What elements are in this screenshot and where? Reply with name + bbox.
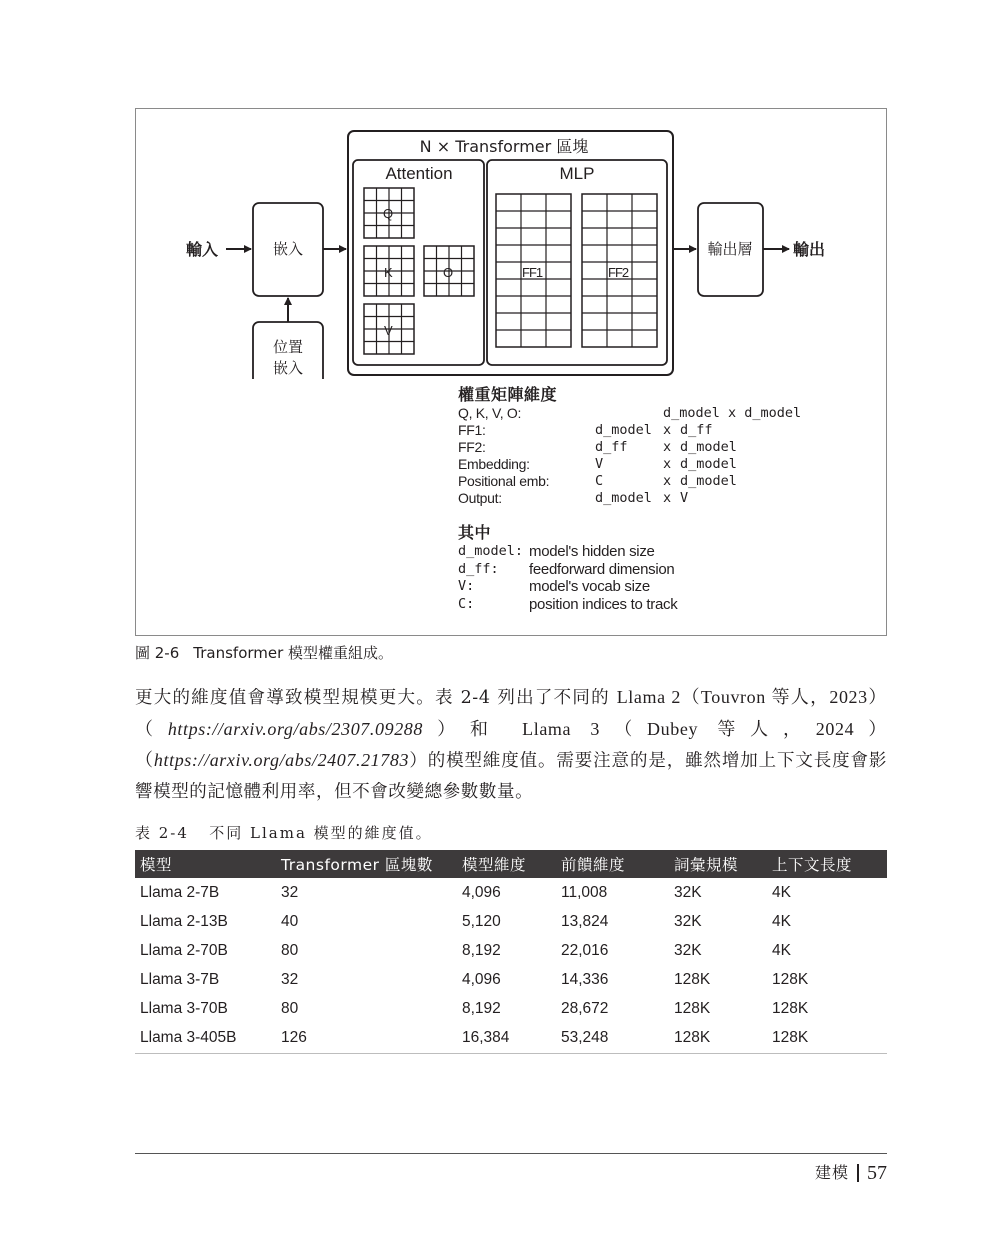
figure-caption-number: 圖 2-6 (135, 644, 180, 662)
para-text-3: ）和 Llama 3（Dubey 等人，2024）（ (135, 718, 887, 770)
glossary-desc: position indices to track (529, 595, 678, 613)
figure-caption-text: Transformer 模型權重組成。 (193, 644, 394, 662)
cell-model: Llama 3-405B (135, 1024, 276, 1053)
cell-model-dim: 8,192 (462, 1000, 501, 1018)
weight-label: Positional emb: (458, 473, 550, 489)
cell-model: Llama 2-13B (140, 912, 228, 930)
attention-label: Attention (385, 164, 453, 183)
weight-dim-a: C (595, 473, 604, 489)
weight-times: x (663, 490, 672, 506)
weight-dim-b: d_model (680, 439, 737, 455)
header-vocab: 詞彙規模 (669, 850, 767, 878)
cell-vocab: 128K (674, 971, 711, 989)
weight-label: Q, K, V, O: (458, 405, 522, 421)
weight-dim-b: d_model (680, 473, 737, 489)
pos-embed-line2: 嵌入 (272, 359, 304, 377)
paper-link-llama2[interactable]: https://arxiv.org/abs/2307.09288 (167, 718, 424, 739)
glossary-key: d_ff: (458, 560, 499, 577)
figure-caption (135, 643, 393, 663)
table-row (135, 907, 887, 936)
header-model: 模型 (135, 850, 276, 878)
cell-context: 128K (767, 1024, 887, 1053)
table-caption-number: 表 2-4 (135, 824, 189, 842)
cell-model-dim: 4,096 (462, 971, 501, 989)
glossary-key: d_model: (458, 543, 524, 559)
cell-ff-dim: 28,672 (561, 1000, 609, 1018)
weight-dim-b: d_model (680, 456, 737, 472)
weight-dim-b: V (680, 490, 689, 506)
cell-model: Llama 2-70B (140, 941, 228, 959)
attention-box (353, 160, 484, 365)
weights-title: 權重矩陣維度 (458, 385, 558, 404)
table-caption (135, 823, 433, 843)
figure-frame (135, 108, 887, 636)
table-caption-text: 不同 Llama 模型的維度值。 (209, 824, 433, 842)
glossary-row (458, 596, 878, 614)
weight-dim-a: d_model (595, 422, 652, 438)
weight-row (458, 473, 878, 490)
table-row (135, 966, 887, 995)
llama-dimensions-table (135, 850, 887, 1054)
weight-label: FF2: (458, 439, 486, 455)
cell-model-dim: 8,192 (462, 941, 501, 959)
weight-row (458, 456, 878, 473)
cell-blocks: 32 (281, 883, 299, 901)
mlp-label: MLP (559, 164, 595, 183)
cell-blocks: 32 (281, 971, 299, 989)
cell-model: Llama 3-7B (140, 971, 220, 989)
cell-blocks: 40 (281, 912, 299, 930)
output-label: 輸出 (793, 240, 826, 259)
cell-ff-dim: 22,016 (561, 941, 609, 959)
cell-vocab: 128K (669, 1024, 767, 1053)
cell-context: 128K (772, 1000, 809, 1018)
cell-context: 4K (772, 941, 791, 959)
paper-link-llama3[interactable]: https://arxiv.org/abs/2407.21783 (153, 750, 410, 770)
weight-row (458, 422, 878, 439)
weight-rows (458, 405, 878, 507)
page-footer (815, 1160, 887, 1186)
para-text-2: Llama 2（Touvron 等人，2023）（ (135, 687, 887, 739)
glossary-desc: feedforward dimension (529, 560, 675, 578)
cell-vocab: 32K (674, 941, 702, 959)
weight-dim-a: d_model (595, 490, 652, 506)
ff1-label: FF1 (522, 265, 543, 280)
table-row (135, 1024, 887, 1053)
glossary-row (458, 543, 878, 561)
weight-times: x (663, 456, 672, 472)
weight-label: Output: (458, 490, 502, 506)
header-context: 上下文長度 (767, 850, 887, 878)
cell-ff-dim: 11,008 (561, 883, 608, 901)
para-text-4: ）的模型維度值。需要注意的是，雖然增加上下文長度會影響模型的記憶體利用率，但不會改變總參數數量。 (135, 751, 887, 802)
cell-ff-dim: 14,336 (561, 971, 609, 989)
table-header-row (135, 850, 887, 878)
cell-model-dim: 5,120 (462, 912, 501, 930)
block-title: N × Transformer 區塊 (419, 137, 589, 156)
glossary-key: V: (458, 578, 475, 594)
page-number: 57 (867, 1162, 887, 1184)
weight-row (458, 405, 878, 422)
cell-context: 4K (772, 883, 791, 901)
cell-ff-dim: 53,248 (556, 1024, 669, 1053)
para-text-1: 更大的維度值會導致模型規模更大。表 2-4 列出了不同的 (135, 688, 617, 708)
cell-model-dim: 16,384 (457, 1024, 556, 1053)
weight-times: x (663, 473, 672, 489)
cell-blocks: 80 (281, 1000, 299, 1018)
header-blocks: Transformer 區塊數 (276, 850, 457, 878)
transformer-diagram (136, 109, 886, 379)
weight-dim-a: d_ff (595, 439, 628, 455)
cell-model: Llama 3-70B (140, 1000, 228, 1018)
footer-divider (857, 1164, 859, 1182)
weight-row (458, 490, 878, 507)
o-label: O (443, 265, 454, 280)
glossary-desc: model's hidden size (529, 543, 655, 560)
cell-vocab: 32K (674, 912, 702, 930)
weight-dim-b: d_ff (680, 422, 713, 438)
v-label: V (384, 323, 393, 338)
cell-blocks: 80 (281, 941, 299, 959)
body-paragraph (135, 682, 887, 807)
weight-times: x (663, 422, 672, 438)
weight-label: FF1: (458, 422, 486, 438)
cell-vocab: 128K (674, 1000, 711, 1018)
where-title: 其中 (458, 523, 492, 542)
glossary-key: C: (458, 595, 475, 612)
weight-row (458, 439, 878, 456)
cell-context: 4K (772, 912, 791, 930)
ff2-label: FF2 (608, 265, 629, 280)
table-row (135, 995, 887, 1024)
footer-section: 建模 (814, 1163, 849, 1182)
weight-label: Embedding: (458, 456, 530, 472)
q-label: Q (383, 206, 394, 221)
table-row (135, 878, 887, 907)
glossary-row (458, 561, 878, 579)
weight-dimensions (458, 385, 878, 613)
embed-label: 嵌入 (272, 240, 304, 258)
weight-value: d_model x d_model (663, 405, 802, 421)
cell-context: 128K (772, 971, 809, 989)
table-row (135, 936, 887, 965)
cell-blocks: 126 (276, 1024, 457, 1053)
glossary-row (458, 578, 878, 596)
output-layer-label: 輸出層 (707, 240, 753, 258)
k-label: K (384, 265, 393, 280)
input-label: 輸入 (186, 240, 219, 259)
pos-embed-line1: 位置 (272, 338, 304, 356)
glossary-desc: model's vocab size (529, 578, 650, 595)
weight-dim-a: V (595, 456, 604, 472)
cell-model: Llama 2-7B (140, 883, 220, 901)
header-model-dim: 模型維度 (457, 850, 556, 878)
cell-model-dim: 4,096 (462, 883, 501, 901)
cell-ff-dim: 13,824 (561, 912, 609, 930)
footer-rule (135, 1153, 887, 1154)
weight-times: x (663, 439, 672, 455)
header-ff-dim: 前饋維度 (556, 850, 669, 878)
cell-vocab: 32K (674, 883, 702, 901)
